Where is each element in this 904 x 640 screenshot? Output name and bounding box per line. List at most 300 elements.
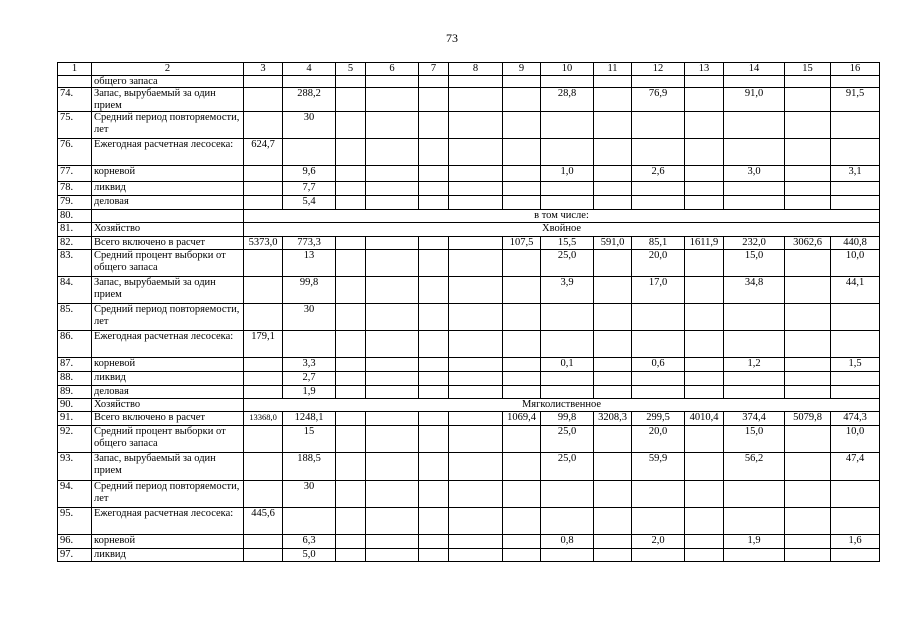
value-cell xyxy=(366,75,419,88)
value-cell xyxy=(366,372,419,386)
value-cell xyxy=(419,508,449,535)
value-cell xyxy=(336,372,366,386)
table-row xyxy=(58,481,880,508)
column-header: 9 xyxy=(503,63,541,76)
value-cell xyxy=(244,372,283,386)
value-cell xyxy=(336,196,366,210)
row-number-cell: 94. xyxy=(58,481,92,508)
value-cell xyxy=(503,426,541,453)
value-cell xyxy=(632,372,685,386)
value-cell xyxy=(336,166,366,182)
value-cell xyxy=(419,88,449,112)
value-cell xyxy=(419,386,449,399)
column-header: 4 xyxy=(283,63,336,76)
value-cell xyxy=(244,88,283,112)
table-row xyxy=(58,182,880,196)
value-cell: 13 xyxy=(283,250,336,277)
value-cell xyxy=(283,331,336,358)
value-cell xyxy=(503,508,541,535)
column-header: 1 xyxy=(58,63,92,76)
value-cell xyxy=(594,453,632,481)
value-cell xyxy=(244,549,283,562)
value-cell: 99,8 xyxy=(283,277,336,304)
table-row xyxy=(58,277,880,304)
value-cell xyxy=(336,75,366,88)
value-cell xyxy=(419,75,449,88)
value-cell: 5,0 xyxy=(283,549,336,562)
value-cell xyxy=(366,508,419,535)
value-cell: 474,3 xyxy=(831,412,880,426)
value-cell: 30 xyxy=(283,304,336,331)
value-cell xyxy=(685,139,724,166)
value-cell xyxy=(449,535,503,549)
value-cell xyxy=(685,386,724,399)
value-cell xyxy=(503,535,541,549)
value-cell: 15,5 xyxy=(541,237,594,250)
value-cell: 20,0 xyxy=(632,426,685,453)
value-cell: 76,9 xyxy=(632,88,685,112)
value-cell xyxy=(336,88,366,112)
value-cell xyxy=(594,250,632,277)
value-cell: 1,6 xyxy=(831,535,880,549)
table-row xyxy=(58,210,880,223)
value-cell xyxy=(244,75,283,88)
row-number-cell: 83. xyxy=(58,250,92,277)
value-cell xyxy=(785,331,831,358)
value-cell: 17,0 xyxy=(632,277,685,304)
table-header-row xyxy=(58,63,880,76)
table-row xyxy=(58,237,880,250)
value-cell xyxy=(541,75,594,88)
value-cell: 232,0 xyxy=(724,237,785,250)
value-cell: 440,8 xyxy=(831,237,880,250)
value-cell xyxy=(449,250,503,277)
value-cell xyxy=(366,453,419,481)
value-cell: 1611,9 xyxy=(685,237,724,250)
value-cell: 179,1 xyxy=(244,331,283,358)
row-number-cell: 86. xyxy=(58,331,92,358)
value-cell xyxy=(594,372,632,386)
value-cell: 15,0 xyxy=(724,250,785,277)
value-cell xyxy=(785,535,831,549)
value-cell xyxy=(724,481,785,508)
value-cell xyxy=(449,75,503,88)
section-heading-cell: Мягколиственное xyxy=(244,399,880,412)
value-cell xyxy=(503,386,541,399)
column-header: 15 xyxy=(785,63,831,76)
value-cell xyxy=(724,112,785,139)
table-row xyxy=(58,386,880,399)
row-number-cell: 93. xyxy=(58,453,92,481)
value-cell xyxy=(419,182,449,196)
value-cell xyxy=(503,182,541,196)
value-cell xyxy=(785,112,831,139)
value-cell xyxy=(831,331,880,358)
row-label-cell: деловая xyxy=(92,196,244,210)
value-cell xyxy=(724,75,785,88)
value-cell xyxy=(632,508,685,535)
row-number-cell: 90. xyxy=(58,399,92,412)
value-cell xyxy=(724,196,785,210)
table-row xyxy=(58,372,880,386)
value-cell xyxy=(336,386,366,399)
value-cell xyxy=(831,372,880,386)
value-cell: 1,0 xyxy=(541,166,594,182)
row-label-cell xyxy=(92,210,244,223)
value-cell: 15 xyxy=(283,426,336,453)
forest-data-table xyxy=(57,62,880,562)
value-cell xyxy=(632,139,685,166)
table-row xyxy=(58,75,880,88)
value-cell xyxy=(831,481,880,508)
value-cell xyxy=(366,166,419,182)
value-cell xyxy=(503,277,541,304)
value-cell: 30 xyxy=(283,112,336,139)
value-cell xyxy=(244,535,283,549)
table-row xyxy=(58,535,880,549)
value-cell xyxy=(449,386,503,399)
table-row xyxy=(58,412,880,426)
value-cell xyxy=(366,237,419,250)
value-cell: 591,0 xyxy=(594,237,632,250)
table-row xyxy=(58,304,880,331)
value-cell: 3,9 xyxy=(541,277,594,304)
value-cell xyxy=(419,277,449,304)
value-cell xyxy=(503,358,541,372)
value-cell xyxy=(366,139,419,166)
value-cell xyxy=(419,139,449,166)
row-label-cell: Средний процент выборки от общего запаса xyxy=(92,250,244,277)
value-cell xyxy=(449,196,503,210)
value-cell: 2,0 xyxy=(632,535,685,549)
value-cell xyxy=(336,481,366,508)
value-cell xyxy=(503,139,541,166)
value-cell xyxy=(244,481,283,508)
value-cell: 7,7 xyxy=(283,182,336,196)
value-cell xyxy=(785,182,831,196)
value-cell xyxy=(785,75,831,88)
value-cell: 3062,6 xyxy=(785,237,831,250)
value-cell xyxy=(283,139,336,166)
value-cell xyxy=(724,508,785,535)
value-cell: 91,5 xyxy=(831,88,880,112)
value-cell xyxy=(541,481,594,508)
value-cell xyxy=(541,139,594,166)
value-cell xyxy=(336,426,366,453)
value-cell xyxy=(449,331,503,358)
value-cell: 47,4 xyxy=(831,453,880,481)
value-cell xyxy=(336,304,366,331)
row-label-cell: корневой xyxy=(92,166,244,182)
value-cell: 374,4 xyxy=(724,412,785,426)
value-cell xyxy=(283,75,336,88)
column-header: 12 xyxy=(632,63,685,76)
value-cell: 3,1 xyxy=(831,166,880,182)
value-cell: 3,0 xyxy=(724,166,785,182)
value-cell xyxy=(632,481,685,508)
table-row xyxy=(58,166,880,182)
value-cell: 28,8 xyxy=(541,88,594,112)
value-cell xyxy=(503,166,541,182)
value-cell xyxy=(449,412,503,426)
value-cell xyxy=(541,508,594,535)
value-cell xyxy=(685,112,724,139)
value-cell xyxy=(366,112,419,139)
row-number-cell: 92. xyxy=(58,426,92,453)
value-cell xyxy=(594,535,632,549)
value-cell xyxy=(685,75,724,88)
table-row xyxy=(58,112,880,139)
value-cell xyxy=(685,182,724,196)
value-cell xyxy=(831,112,880,139)
value-cell xyxy=(366,412,419,426)
value-cell xyxy=(244,304,283,331)
value-cell: 91,0 xyxy=(724,88,785,112)
row-label-cell: Запас, вырубаемый за один прием xyxy=(92,453,244,481)
value-cell xyxy=(724,386,785,399)
value-cell: 2,6 xyxy=(632,166,685,182)
value-cell xyxy=(419,304,449,331)
value-cell xyxy=(594,386,632,399)
value-cell xyxy=(449,166,503,182)
value-cell xyxy=(366,535,419,549)
row-label-cell: Ежегодная расчетная лесосека: xyxy=(92,331,244,358)
row-label-cell: Хозяйство xyxy=(92,399,244,412)
value-cell: 299,5 xyxy=(632,412,685,426)
value-cell: 3,3 xyxy=(283,358,336,372)
value-cell xyxy=(244,250,283,277)
value-cell xyxy=(685,372,724,386)
column-header: 7 xyxy=(419,63,449,76)
value-cell: 445,6 xyxy=(244,508,283,535)
value-cell xyxy=(503,481,541,508)
value-cell: 5,4 xyxy=(283,196,336,210)
value-cell xyxy=(336,139,366,166)
row-label-cell: Всего включено в расчет xyxy=(92,412,244,426)
table-row xyxy=(58,426,880,453)
value-cell xyxy=(366,358,419,372)
row-label-cell: Запас, вырубаемый за один прием xyxy=(92,277,244,304)
value-cell xyxy=(244,166,283,182)
value-cell xyxy=(541,304,594,331)
value-cell: 25,0 xyxy=(541,453,594,481)
value-cell xyxy=(419,453,449,481)
value-cell xyxy=(594,166,632,182)
value-cell xyxy=(503,304,541,331)
value-cell: 30 xyxy=(283,481,336,508)
row-label-cell: ликвид xyxy=(92,372,244,386)
value-cell xyxy=(244,386,283,399)
row-number-cell: 85. xyxy=(58,304,92,331)
row-number-cell xyxy=(58,75,92,88)
column-header: 8 xyxy=(449,63,503,76)
value-cell xyxy=(685,358,724,372)
value-cell xyxy=(724,182,785,196)
value-cell: 1248,1 xyxy=(283,412,336,426)
value-cell xyxy=(831,75,880,88)
value-cell: 6,3 xyxy=(283,535,336,549)
value-cell xyxy=(594,304,632,331)
row-label-cell: Всего включено в расчет xyxy=(92,237,244,250)
value-cell xyxy=(594,331,632,358)
value-cell: 34,8 xyxy=(724,277,785,304)
value-cell xyxy=(449,139,503,166)
value-cell xyxy=(503,372,541,386)
value-cell xyxy=(785,277,831,304)
row-label-cell: Средний период повторяемости, лет xyxy=(92,481,244,508)
column-header: 3 xyxy=(244,63,283,76)
value-cell xyxy=(336,508,366,535)
value-cell xyxy=(541,182,594,196)
value-cell xyxy=(594,358,632,372)
row-label-cell: корневой xyxy=(92,358,244,372)
column-header: 14 xyxy=(724,63,785,76)
value-cell xyxy=(685,549,724,562)
value-cell xyxy=(541,112,594,139)
value-cell: 1,5 xyxy=(831,358,880,372)
value-cell xyxy=(419,535,449,549)
value-cell xyxy=(632,549,685,562)
column-header: 13 xyxy=(685,63,724,76)
value-cell xyxy=(419,358,449,372)
value-cell xyxy=(831,508,880,535)
value-cell: 20,0 xyxy=(632,250,685,277)
value-cell xyxy=(831,549,880,562)
value-cell xyxy=(541,331,594,358)
value-cell xyxy=(785,508,831,535)
value-cell: 773,3 xyxy=(283,237,336,250)
value-cell xyxy=(724,549,785,562)
value-cell xyxy=(685,535,724,549)
value-cell: 13368,0 xyxy=(244,412,283,426)
value-cell xyxy=(541,372,594,386)
value-cell xyxy=(503,250,541,277)
value-cell xyxy=(503,88,541,112)
value-cell xyxy=(724,331,785,358)
value-cell xyxy=(449,372,503,386)
value-cell xyxy=(366,481,419,508)
value-cell xyxy=(724,304,785,331)
value-cell xyxy=(594,481,632,508)
value-cell: 0,1 xyxy=(541,358,594,372)
value-cell xyxy=(366,331,419,358)
value-cell: 10,0 xyxy=(831,426,880,453)
table-row xyxy=(58,508,880,535)
value-cell: 1,9 xyxy=(724,535,785,549)
value-cell xyxy=(366,250,419,277)
value-cell xyxy=(503,549,541,562)
value-cell xyxy=(419,372,449,386)
row-number-cell: 88. xyxy=(58,372,92,386)
column-header: 6 xyxy=(366,63,419,76)
row-number-cell: 89. xyxy=(58,386,92,399)
value-cell xyxy=(449,182,503,196)
value-cell xyxy=(336,182,366,196)
value-cell: 3208,3 xyxy=(594,412,632,426)
value-cell xyxy=(685,331,724,358)
row-label-cell: Запас, вырубаемый за один прием xyxy=(92,88,244,112)
value-cell xyxy=(244,426,283,453)
value-cell xyxy=(366,549,419,562)
value-cell xyxy=(785,166,831,182)
value-cell xyxy=(831,304,880,331)
row-number-cell: 80. xyxy=(58,210,92,223)
value-cell xyxy=(366,88,419,112)
value-cell xyxy=(419,250,449,277)
value-cell xyxy=(632,196,685,210)
value-cell: 56,2 xyxy=(724,453,785,481)
row-number-cell: 87. xyxy=(58,358,92,372)
value-cell xyxy=(541,549,594,562)
row-label-cell: Средний процент выборки от общего запаса xyxy=(92,426,244,453)
value-cell xyxy=(244,112,283,139)
row-label-cell: корневой xyxy=(92,535,244,549)
value-cell xyxy=(632,75,685,88)
value-cell xyxy=(244,358,283,372)
value-cell: 0,6 xyxy=(632,358,685,372)
table-row xyxy=(58,399,880,412)
value-cell xyxy=(503,75,541,88)
value-cell xyxy=(366,386,419,399)
table-row xyxy=(58,196,880,210)
row-number-cell: 97. xyxy=(58,549,92,562)
value-cell xyxy=(283,508,336,535)
value-cell xyxy=(831,386,880,399)
value-cell xyxy=(419,412,449,426)
value-cell xyxy=(632,112,685,139)
row-number-cell: 78. xyxy=(58,182,92,196)
value-cell: 188,5 xyxy=(283,453,336,481)
value-cell: 5373,0 xyxy=(244,237,283,250)
value-cell xyxy=(685,88,724,112)
value-cell xyxy=(503,331,541,358)
row-label-cell: Средний период повторяемости, лет xyxy=(92,112,244,139)
page-number: 73 xyxy=(446,31,458,45)
row-number-cell: 84. xyxy=(58,277,92,304)
row-label-cell: деловая xyxy=(92,386,244,399)
table-row xyxy=(58,331,880,358)
value-cell xyxy=(449,358,503,372)
value-cell xyxy=(419,166,449,182)
value-cell xyxy=(594,196,632,210)
value-cell xyxy=(785,386,831,399)
value-cell xyxy=(831,139,880,166)
column-header: 16 xyxy=(831,63,880,76)
value-cell xyxy=(449,453,503,481)
value-cell xyxy=(419,196,449,210)
value-cell xyxy=(336,250,366,277)
value-cell xyxy=(685,277,724,304)
value-cell: 0,8 xyxy=(541,535,594,549)
value-cell xyxy=(685,196,724,210)
value-cell xyxy=(594,182,632,196)
value-cell xyxy=(336,453,366,481)
value-cell xyxy=(336,535,366,549)
value-cell: 1069,4 xyxy=(503,412,541,426)
value-cell xyxy=(632,331,685,358)
value-cell: 107,5 xyxy=(503,237,541,250)
value-cell xyxy=(632,304,685,331)
row-number-cell: 75. xyxy=(58,112,92,139)
value-cell xyxy=(419,237,449,250)
row-number-cell: 81. xyxy=(58,223,92,237)
value-cell xyxy=(785,196,831,210)
value-cell xyxy=(449,481,503,508)
value-cell xyxy=(366,426,419,453)
value-cell xyxy=(419,331,449,358)
value-cell xyxy=(685,508,724,535)
value-cell: 10,0 xyxy=(831,250,880,277)
